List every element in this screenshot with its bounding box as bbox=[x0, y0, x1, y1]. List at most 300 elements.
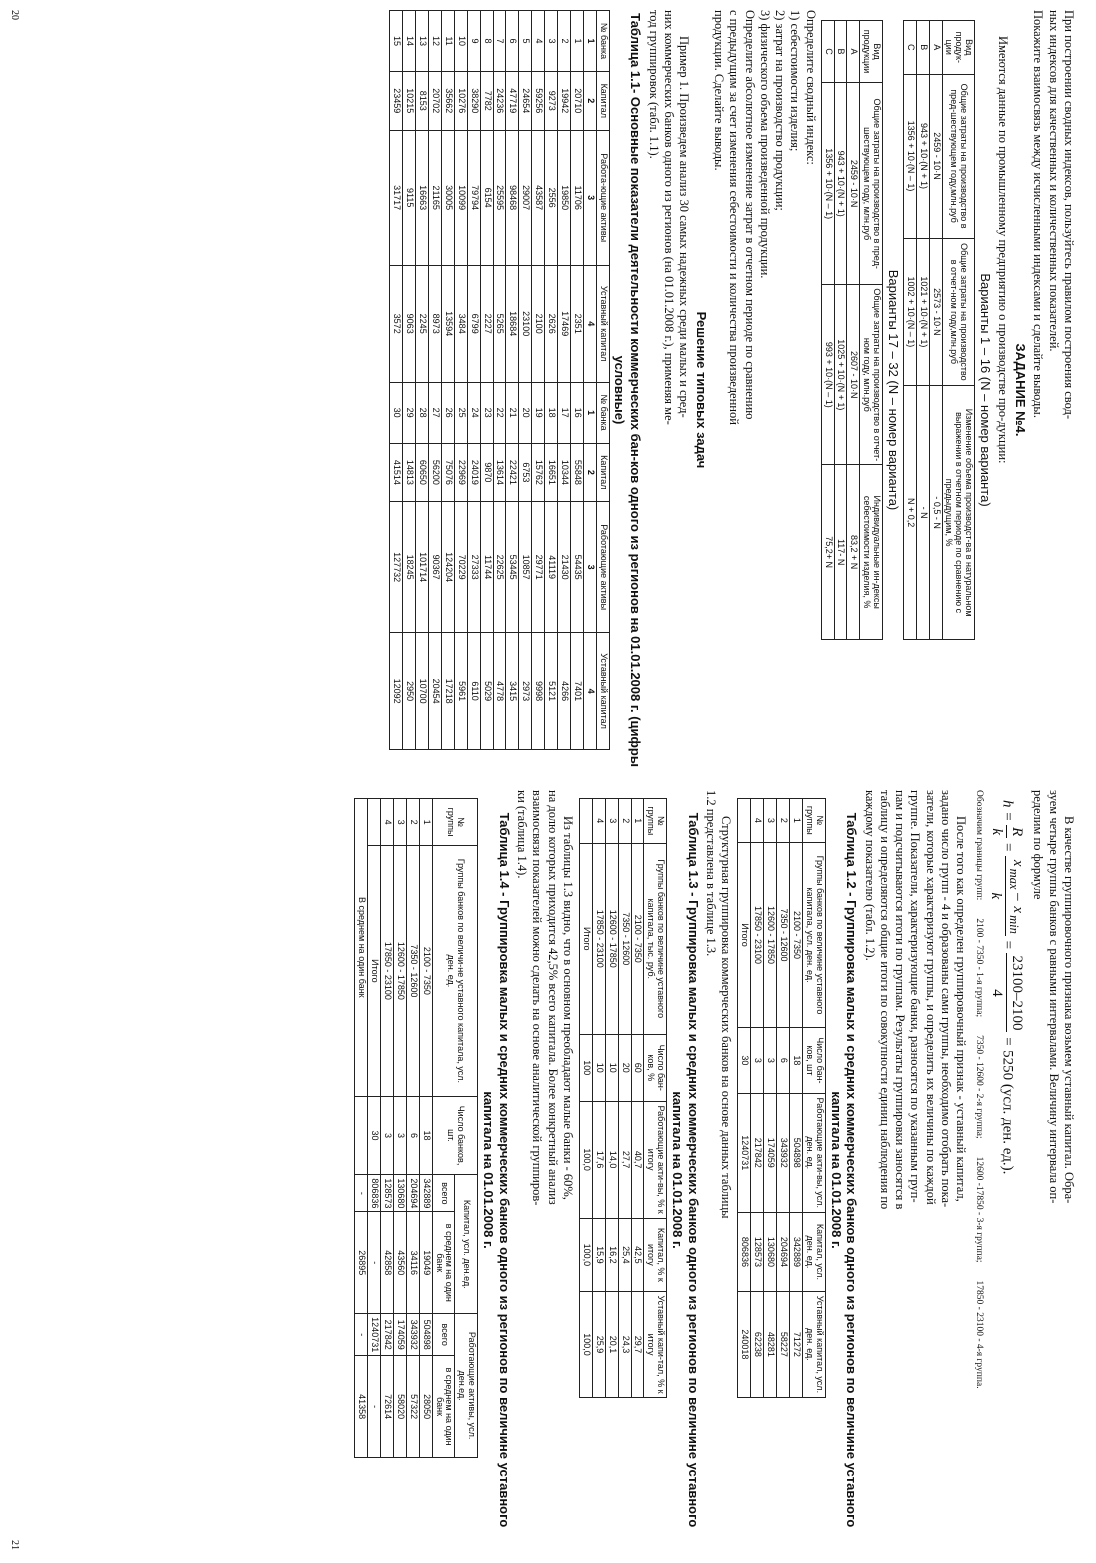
page-number-20: 20 bbox=[9, 10, 21, 20]
t13-cell: 14,0 bbox=[605, 1101, 618, 1218]
t11-cell: 19 bbox=[532, 382, 545, 443]
t11-cell: 12092 bbox=[390, 633, 403, 750]
table-1-2 bbox=[737, 798, 825, 1398]
t11-cell: 10 bbox=[454, 11, 467, 72]
table-row bbox=[579, 799, 592, 1398]
example-line: них коммерческих банков одного из регионов (на 01.01.2008 г.), применяя ме- bbox=[661, 10, 676, 425]
t13-cell: 2100 - 7350 bbox=[631, 843, 644, 1034]
p3-line: Структурная группировка коммерческих банков на основе данных таблицы bbox=[719, 816, 734, 1219]
t11-cell: 11 bbox=[441, 11, 454, 72]
t11-cell: 41119 bbox=[545, 502, 558, 633]
t13-header: Капитал, % к итогу bbox=[644, 1218, 667, 1291]
table-row bbox=[557, 11, 570, 750]
t12-cell: 3 bbox=[764, 799, 777, 843]
t11-cell: 25595 bbox=[493, 130, 506, 265]
t11-cell: 13614 bbox=[493, 443, 506, 502]
formula-result: 5250 (усл. ден. ед.). bbox=[999, 1050, 1016, 1175]
page-21-content bbox=[9, 790, 1076, 1550]
t14-cell: 3 bbox=[381, 1096, 394, 1175]
t11-cell: 10344 bbox=[557, 443, 570, 502]
t12-cell: 48281 bbox=[764, 1291, 777, 1397]
t11-cell: 18245 bbox=[403, 502, 416, 633]
t11-cell: 20 bbox=[519, 382, 532, 443]
t11-cell: 8973 bbox=[429, 265, 442, 382]
interval-formula: h = R k = $x_{max} - x_{min}$ k = 23100–2100 4 = 5250 (усл. ден. ед.). bbox=[988, 800, 1027, 1175]
t1-cell: 943 + 10·(N + 1) bbox=[916, 74, 929, 238]
t11-cell: 90367 bbox=[429, 502, 442, 633]
t11-cell: 70229 bbox=[454, 502, 467, 633]
t11-cell: 2626 bbox=[545, 265, 558, 382]
p2-line: После того как определен группировочный признак - уставный капитал, bbox=[954, 816, 969, 1202]
t11-cell: 10276 bbox=[454, 72, 467, 131]
t11-cell: 6 bbox=[506, 11, 519, 72]
formula-frac-2: $x_{max} - x_{min}$ k bbox=[987, 856, 1028, 936]
t11-cell: 3 bbox=[583, 130, 596, 265]
t11-cell: 10700 bbox=[416, 633, 429, 750]
t11-cell: 24 bbox=[467, 382, 480, 443]
t11-cell: 24019 bbox=[467, 443, 480, 502]
t13-cell: 10 bbox=[605, 1034, 618, 1101]
t11-cell: 4266 bbox=[557, 633, 570, 750]
t12-cell: 1 bbox=[789, 799, 802, 843]
t11-cell: 59256 bbox=[532, 72, 545, 131]
p2-line: задано число групп - 4 и образованы сами группы, необходимо отобрать пока- bbox=[938, 790, 953, 1208]
t14-cell: 18 bbox=[419, 1096, 432, 1175]
table-row bbox=[929, 21, 942, 640]
t11-cell: 1 bbox=[583, 382, 596, 443]
p4-paragraph bbox=[514, 790, 575, 1550]
table-1-4 bbox=[354, 798, 478, 1458]
t11-cell: 17218 bbox=[441, 633, 454, 750]
t1-cell: - N bbox=[916, 386, 929, 640]
t11-cell: 2556 bbox=[545, 130, 558, 265]
task-title: ЗАДАНИЕ №4. bbox=[1013, 343, 1029, 437]
table-1-4-title: Таблица 1.4 - Группировка малых и средних коммерческих банков одного из регионов по величине уставного капитала на 01.01.2008 г. bbox=[481, 812, 512, 1528]
t2-header: Общие затраты на производство в пред-шествующем году, млн.руб bbox=[860, 83, 883, 285]
t11-cell: 10215 bbox=[403, 72, 416, 131]
t14-cell: 12600 - 17850 bbox=[394, 846, 407, 1096]
t11-cell: 3 bbox=[545, 11, 558, 72]
table-row bbox=[916, 21, 929, 640]
t13-cell: 7350 - 12600 bbox=[618, 843, 631, 1034]
t11-cell: 79794 bbox=[467, 130, 480, 265]
t13-cell: 100,0 bbox=[579, 1101, 592, 1218]
t2-cell: С bbox=[821, 21, 834, 83]
formula-frac-3: 23100–2100 4 bbox=[989, 955, 1025, 1031]
t14-cell bbox=[355, 1096, 368, 1175]
t2-header: Индивидуальные ин-дексы себестоимости изделия, % bbox=[860, 465, 883, 640]
t11-cell: 29007 bbox=[519, 130, 532, 265]
t1-header: Изменение объема производст-ва в натуральном выражении в отчетном периоде по сравнению с предыдущим, % bbox=[942, 386, 975, 640]
t11-cell: 53445 bbox=[506, 502, 519, 633]
t11-cell: 75076 bbox=[441, 443, 454, 502]
t13-cell: 42,5 bbox=[631, 1218, 644, 1291]
t13-cell: 25,4 bbox=[618, 1218, 631, 1291]
t1-cell: 2573 - 10·N bbox=[929, 238, 942, 386]
t11-cell: 127732 bbox=[390, 502, 403, 633]
t11-cell: 6110 bbox=[467, 633, 480, 750]
t13-cell: 4 bbox=[592, 799, 605, 844]
t12-cell: 71272 bbox=[789, 1291, 802, 1397]
t14-cell: 342889 bbox=[419, 1175, 432, 1212]
t11-cell: 4 bbox=[532, 11, 545, 72]
t11-header: Уставный капитал bbox=[596, 265, 609, 382]
t11-cell: 35662 bbox=[441, 72, 454, 131]
p4-line: взаимосвязи показателей можно сделать на основе аналитической группиров- bbox=[530, 790, 545, 1206]
t14-subheader: в среднем на один банк bbox=[432, 1212, 455, 1314]
determine-line: 1) себестоимости изделия; bbox=[788, 10, 803, 152]
t13-cell: Итого bbox=[579, 843, 592, 1034]
t11-cell: 23459 bbox=[390, 72, 403, 131]
t12-cell: 1240731 bbox=[738, 1093, 751, 1213]
table-row bbox=[532, 11, 545, 750]
t2-cell: 2459 - 10·N bbox=[847, 83, 860, 285]
t14-subheader: всего bbox=[432, 1175, 455, 1212]
t14-cell: 4 bbox=[381, 799, 394, 846]
intro-line: При построении сводных индексов, пользуйтесь правилом построения свод- bbox=[1062, 10, 1076, 420]
table-row bbox=[394, 799, 407, 1458]
t11-cell: 14 bbox=[403, 11, 416, 72]
t2-cell: 83,2 + N bbox=[847, 465, 860, 640]
t13-cell: 20,1 bbox=[605, 1292, 618, 1398]
t2-cell: 75,2+ N bbox=[821, 465, 834, 640]
t14-cell: 128573 bbox=[381, 1175, 394, 1212]
t12-cell: 12600 - 17850 bbox=[764, 842, 777, 1028]
page-20 bbox=[9, 10, 1076, 770]
t11-cell: 23 bbox=[480, 382, 493, 443]
t14-cell: 43560 bbox=[394, 1212, 407, 1314]
t14-cell: 28050 bbox=[419, 1356, 432, 1458]
t11-cell: 16663 bbox=[416, 130, 429, 265]
table-row bbox=[390, 11, 403, 750]
determine-line: Определите абсолютное изменение затрат в отчетном периоде по сравнению bbox=[742, 10, 757, 420]
t14-cell: В среднем на один банк bbox=[355, 799, 368, 1097]
formula-lhs: h bbox=[999, 800, 1016, 808]
t11-cell: 31717 bbox=[390, 130, 403, 265]
determine-line: 3) физического объема произведенной продукции. bbox=[757, 10, 772, 279]
table-row bbox=[416, 11, 429, 750]
intro-line: Покажите взаимосвязь между исчисленными индексами и сделайте выводы. bbox=[1031, 10, 1046, 418]
t2-cell: 1025 + 10·(N + 1) bbox=[834, 285, 847, 465]
t11-cell: 10099 bbox=[454, 130, 467, 265]
t1-header: Общие затраты на производство в отчет-ном году,млн.руб bbox=[942, 238, 975, 386]
t14-cell: 41358 bbox=[355, 1356, 368, 1458]
t11-cell: 41514 bbox=[390, 443, 403, 502]
t13-cell: 15,9 bbox=[592, 1218, 605, 1291]
t13-cell: 27,7 bbox=[618, 1101, 631, 1218]
table-row bbox=[419, 799, 432, 1458]
table-row bbox=[631, 799, 644, 1398]
t12-cell: 130680 bbox=[764, 1213, 777, 1292]
t1-cell: N + 0,2 bbox=[903, 386, 916, 640]
t12-cell: 62238 bbox=[751, 1291, 764, 1397]
t1-cell: В bbox=[916, 21, 929, 75]
group-bound: 17850 - 23100 - 4-я группа. bbox=[973, 1280, 984, 1389]
t14-cell: 57322 bbox=[406, 1356, 419, 1458]
t11-cell: 5961 bbox=[454, 633, 467, 750]
t11-cell: 2 bbox=[583, 443, 596, 502]
t11-cell: 25 bbox=[454, 382, 467, 443]
group-bound: 12600 -17850 - 3-я группа; bbox=[973, 1156, 984, 1263]
p1-line: В качестве группировочного признака возьмем уставный капитал. Обра- bbox=[1062, 816, 1076, 1204]
t14-cell: 2 bbox=[406, 799, 419, 846]
t2-cell: 943 + 10·(N + 1) bbox=[834, 83, 847, 285]
formula-frac-1: R k bbox=[989, 827, 1025, 837]
t11-cell: 1 bbox=[583, 11, 596, 72]
determine-line: продукции. Сделайте выводы. bbox=[712, 10, 727, 171]
t12-cell: 128573 bbox=[751, 1213, 764, 1292]
t12-cell: 2 bbox=[777, 799, 790, 843]
t12-cell bbox=[738, 799, 751, 843]
p2-line: затели, которые характеризуют группы, и определить их величины по каждой bbox=[923, 790, 938, 1205]
t11-header: № банка bbox=[596, 382, 609, 443]
t14-header: Группы банков по величи-не уставного капитала, усл. ден. ед. bbox=[432, 846, 478, 1096]
example-line: тод группировок (табл. 1.1). bbox=[646, 10, 661, 159]
t2-cell: 117- N bbox=[834, 465, 847, 640]
t11-cell: 22625 bbox=[493, 502, 506, 633]
t2-cell: 2607 - 10·N bbox=[847, 285, 860, 465]
t14-cell: Итого bbox=[368, 846, 381, 1096]
t13-cell: 10 bbox=[592, 1034, 605, 1101]
t14-cell: 58020 bbox=[394, 1356, 407, 1458]
t11-cell: 43587 bbox=[532, 130, 545, 265]
table-row bbox=[583, 11, 596, 750]
table-row bbox=[381, 799, 394, 1458]
determine-line: с предыдущим за счет изменения себестоимости и количества произведенной bbox=[727, 10, 742, 425]
t14-header: Работающие активы, усл. ден.ед. bbox=[455, 1314, 478, 1458]
t11-cell: 21430 bbox=[557, 502, 570, 633]
t11-cell: 14813 bbox=[403, 443, 416, 502]
t12-cell: 7350 - 12600 bbox=[777, 842, 790, 1028]
t11-cell: 20454 bbox=[429, 633, 442, 750]
solutions-title: Решение типовых задач bbox=[693, 311, 709, 469]
t11-cell: 8 bbox=[480, 11, 493, 72]
t13-cell: 12600 - 17850 bbox=[605, 843, 618, 1034]
t12-cell: 58227 bbox=[777, 1291, 790, 1397]
t14-cell: 504898 bbox=[419, 1314, 432, 1356]
t1-header: Вид продук-ции bbox=[942, 21, 975, 75]
t14-subheader: всего bbox=[432, 1314, 455, 1356]
t13-header: Группы банков по величине уставного капитала, тыс. руб. bbox=[644, 843, 667, 1034]
t12-cell: 217842 bbox=[751, 1093, 764, 1213]
group-bounds bbox=[972, 790, 984, 1550]
group-bound: 2100 - 7350 - 1-я группа; bbox=[973, 918, 984, 1018]
t11-cell: 11744 bbox=[480, 502, 493, 633]
t1-header: Общие затраты на производство в пред-шествующем году,млн.руб bbox=[942, 74, 975, 238]
table-row bbox=[764, 799, 777, 1398]
t2-cell: 993 + 10·(N – 1) bbox=[821, 285, 834, 465]
t14-subheader: в среднем на один банк bbox=[432, 1356, 455, 1458]
p2-line: таблицу и определяются общие итоги по совокупности единиц наблюдения по bbox=[877, 790, 892, 1210]
t11-cell: 30 bbox=[390, 382, 403, 443]
table-row bbox=[406, 799, 419, 1458]
groups-label: Обозначим границы групп: bbox=[973, 790, 984, 901]
table-row bbox=[605, 799, 618, 1398]
t14-cell: 806836 bbox=[368, 1175, 381, 1212]
t2-cell: А bbox=[847, 21, 860, 83]
t11-cell: 9870 bbox=[480, 443, 493, 502]
table-row bbox=[738, 799, 751, 1398]
table-row bbox=[467, 11, 480, 750]
table-row bbox=[903, 21, 916, 640]
t11-cell: 7 bbox=[493, 11, 506, 72]
t11-cell: 101714 bbox=[416, 502, 429, 633]
t11-cell: 11706 bbox=[570, 130, 583, 265]
t14-cell: 6 bbox=[406, 1096, 419, 1175]
t11-cell: 6154 bbox=[480, 130, 493, 265]
example-paragraph bbox=[645, 10, 691, 770]
t1-cell: - 0,5 - N bbox=[929, 386, 942, 640]
intro-paragraph bbox=[1030, 10, 1076, 770]
t11-cell: 5029 bbox=[480, 633, 493, 750]
t14-cell: - bbox=[355, 1314, 368, 1356]
t11-header: Работающие активы bbox=[596, 502, 609, 633]
t12-cell: 3 bbox=[764, 1028, 777, 1093]
t14-cell: 72614 bbox=[381, 1356, 394, 1458]
t12-cell: Итого bbox=[738, 842, 751, 1028]
t11-cell: 22421 bbox=[506, 443, 519, 502]
t1-cell: 2459 - 10·N bbox=[929, 74, 942, 238]
p3-paragraph bbox=[703, 790, 734, 1550]
t11-cell: 2 bbox=[583, 72, 596, 131]
variants2-title: Варианты 17 – 32 (N – номер варианта) bbox=[885, 269, 901, 511]
p2-line: пам и подсчитываются итоги по группам. Результаты группировки заносятся в bbox=[893, 790, 908, 1210]
p1-line: ределим по формуле bbox=[1031, 790, 1046, 900]
page-20-content bbox=[9, 10, 1076, 770]
t11-cell: 47719 bbox=[506, 72, 519, 131]
t12-cell: 342889 bbox=[789, 1213, 802, 1292]
t11-cell: 12 bbox=[429, 11, 442, 72]
t11-cell: 1 bbox=[570, 11, 583, 72]
t13-cell: 100 bbox=[579, 1034, 592, 1101]
t11-cell: 60650 bbox=[416, 443, 429, 502]
t13-cell: 1 bbox=[631, 799, 644, 844]
t11-cell: 38290 bbox=[467, 72, 480, 131]
table-row bbox=[368, 799, 381, 1458]
t12-cell: 343932 bbox=[777, 1093, 790, 1213]
t11-cell: 9273 bbox=[545, 72, 558, 131]
t12-header: Уставный капитал, усл. ден. ед. bbox=[802, 1291, 825, 1397]
t14-header: Капитал, усл. ден.ед. bbox=[455, 1175, 478, 1314]
t12-header: Группы банков по величине уставного капитала, усл. ден. ед. bbox=[802, 842, 825, 1028]
t11-cell: 17 bbox=[557, 382, 570, 443]
t14-cell: 2100 - 7350 bbox=[419, 846, 432, 1096]
t12-header: Капитал, усл. ден. ед. bbox=[802, 1213, 825, 1292]
t12-header: Число бан-ков, шт bbox=[802, 1028, 825, 1093]
t11-cell: 7782 bbox=[480, 72, 493, 131]
t11-cell: 2 bbox=[557, 11, 570, 72]
t12-cell: 174059 bbox=[764, 1093, 777, 1213]
t11-cell: 5121 bbox=[545, 633, 558, 750]
p4-line: ки (таблица 1.4). bbox=[515, 790, 530, 879]
t13-cell: 2 bbox=[618, 799, 631, 844]
t14-cell: 42858 bbox=[381, 1212, 394, 1314]
table-row bbox=[570, 11, 583, 750]
t2-cell: В bbox=[834, 21, 847, 83]
t14-cell: - bbox=[355, 1175, 368, 1212]
t11-cell: 29 bbox=[403, 382, 416, 443]
t11-cell: 2100 bbox=[532, 265, 545, 382]
t11-header: Уставный капитал bbox=[596, 633, 609, 750]
t14-cell bbox=[368, 799, 381, 846]
t11-cell: 2351 bbox=[570, 265, 583, 382]
t11-cell: 21 bbox=[506, 382, 519, 443]
t11-cell: 2245 bbox=[416, 265, 429, 382]
t11-cell: 22969 bbox=[454, 443, 467, 502]
t14-cell: - bbox=[368, 1212, 381, 1314]
t1-cell: А bbox=[929, 21, 942, 75]
t11-cell: 6753 bbox=[519, 443, 532, 502]
t14-cell: 26895 bbox=[355, 1212, 368, 1314]
t11-cell: 56200 bbox=[429, 443, 442, 502]
t11-header: Работа-ющие активы bbox=[596, 130, 609, 265]
table-row bbox=[751, 799, 764, 1398]
t14-cell: 3 bbox=[394, 1096, 407, 1175]
intro-line: ных индексов для качественных и количественных показателей. bbox=[1046, 10, 1061, 352]
table-row bbox=[519, 11, 532, 750]
t11-cell: 16 bbox=[570, 382, 583, 443]
t12-cell: 504898 bbox=[789, 1093, 802, 1213]
t13-header: Уставный капи-тал, % к итогу bbox=[644, 1292, 667, 1398]
table-row bbox=[403, 11, 416, 750]
table-row bbox=[441, 11, 454, 750]
t11-cell: 27333 bbox=[467, 502, 480, 633]
t11-header: Капитал bbox=[596, 72, 609, 131]
t14-cell: 34116 bbox=[406, 1212, 419, 1314]
p2-line: каждому показателю (табл. 1.2). bbox=[862, 790, 877, 961]
t11-header: № банка bbox=[596, 11, 609, 72]
table-row bbox=[480, 11, 493, 750]
t11-cell: 26 bbox=[441, 382, 454, 443]
t1-cell: 1002 + 10·(N – 1) bbox=[903, 238, 916, 386]
t14-cell: 30 bbox=[368, 1096, 381, 1175]
table-1-3-title: Таблица 1.3 - Группировка малых и средних коммерческих банков одного из регионов по величине уставного капитала на 01.01.2008 г. bbox=[670, 812, 701, 1528]
p1-line: зуем четыре группы банков с равными интервалами. Величину интервала оп- bbox=[1046, 790, 1061, 1204]
table-1-1-title: Таблица 1.1- Основные показатели деятельности коммерческих бан-ков одного из регионов на 01.01.2008 г. (цифры условные) bbox=[612, 13, 644, 767]
t14-cell: 19049 bbox=[419, 1212, 432, 1314]
table-1-3 bbox=[579, 798, 667, 1398]
t11-cell: 22 bbox=[493, 382, 506, 443]
t2-cell: 1356 + 10·(N – 1) bbox=[821, 83, 834, 285]
variants2-table bbox=[821, 20, 883, 640]
t14-cell: 204694 bbox=[406, 1175, 419, 1212]
group-bound: 7350 - 12600 - 2-я группа; bbox=[973, 1035, 984, 1139]
t13-cell: 100,0 bbox=[579, 1292, 592, 1398]
table-row bbox=[789, 799, 802, 1398]
t14-header: Число банков, шт. bbox=[432, 1096, 478, 1175]
t11-cell: 4778 bbox=[493, 633, 506, 750]
t14-cell: 3 bbox=[394, 799, 407, 846]
t12-cell: 17850 - 23100 bbox=[751, 842, 764, 1028]
t1-cell: 1356 + 10·(N – 1) bbox=[903, 74, 916, 238]
t11-cell: 24236 bbox=[493, 72, 506, 131]
t13-header: Работающие акти-вы, % к итогу bbox=[644, 1101, 667, 1218]
t2-header: Вид продукции bbox=[860, 21, 883, 83]
table-row bbox=[429, 11, 442, 750]
t11-cell: 2227 bbox=[480, 265, 493, 382]
t13-header: № группы bbox=[644, 799, 667, 844]
t11-cell: 98468 bbox=[506, 130, 519, 265]
p2-line: группе. Показатели, характеризующие банки, разносятся по указанным груп- bbox=[908, 790, 923, 1203]
t11-cell: 23100 bbox=[519, 265, 532, 382]
table-1-2-title: Таблица 1.2 - Группировка малых и средних коммерческих банков одного из регионов по величине уставного капитала на 01.01.2008 г. bbox=[828, 812, 860, 1528]
t11-cell: 30005 bbox=[441, 130, 454, 265]
p2-paragraph bbox=[861, 790, 968, 1550]
t1-cell: 1021 + 10·(N + 1) bbox=[916, 238, 929, 386]
t11-cell: 13594 bbox=[441, 265, 454, 382]
t11-header: Капитал bbox=[596, 443, 609, 502]
t13-header: Число бан-ков, % bbox=[644, 1034, 667, 1101]
